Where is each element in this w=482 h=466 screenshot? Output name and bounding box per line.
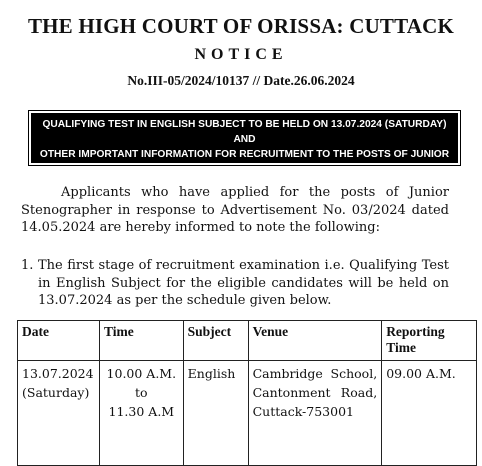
header-time: Time xyxy=(99,321,183,361)
item-text: The first stage of recruitment examination i.e. Qualifying Test in English Subject for the eligible candidates will be held on 13.07.2024 as per the schedule given below. xyxy=(38,258,449,308)
day-value: (Saturday) xyxy=(22,385,90,400)
header-reporting-time xyxy=(382,321,477,361)
time-start: 10.00 A.M. xyxy=(106,366,177,381)
header-reporting-line-2: Time xyxy=(386,340,416,355)
item-number: 1. xyxy=(21,258,34,273)
notice-reference: No.III-05/2024/10137 // Date.26.06.2024 xyxy=(127,73,355,88)
intro-paragraph: Applicants who have applied for the posts of Junior Stenographer in response to Advertisement No. 03/2024 dated 14.05.2024 are hereby informed to note the following: xyxy=(21,185,449,235)
schedule-table xyxy=(17,320,477,466)
venue-line-3: Cuttack-753001 xyxy=(252,404,354,419)
venue-line-1: Cambridge School, xyxy=(252,366,378,381)
date-value: 13.07.2024 xyxy=(22,366,94,381)
header-subject: Subject xyxy=(183,321,248,361)
header-date: Date xyxy=(18,321,100,361)
time-to: to xyxy=(135,385,148,400)
table-header-row xyxy=(18,321,477,361)
court-title: THE HIGH COURT OF ORISSA: CUTTACK xyxy=(27,14,455,38)
table-row xyxy=(18,361,477,466)
subject-banner xyxy=(31,113,458,175)
time-end: 11.30 A.M xyxy=(108,404,175,419)
cell-venue xyxy=(248,361,382,466)
cell-time xyxy=(99,361,183,466)
banner-line-2: OTHER IMPORTANT INFORMATION FOR RECRUITMENT TO THE POSTS OF JUNIOR xyxy=(39,149,450,160)
header-reporting-line-1: Reporting xyxy=(386,324,445,339)
venue-line-2: Cantonment Road, xyxy=(252,385,378,400)
cell-date xyxy=(18,361,100,466)
notice-heading: NOTICE xyxy=(194,46,288,63)
banner-line-3: STENOGRAPHER PURSUANT TO ADVERTISEMENT NO.03/2024 DATED 14.05.2024 xyxy=(44,164,445,175)
cell-subject: English xyxy=(183,361,248,466)
banner-line-1: QUALIFYING TEST IN ENGLISH SUBJECT TO BE HELD ON 13.07.2024 (SATURDAY) AND xyxy=(42,119,447,145)
cell-reporting-time: 09.00 A.M. xyxy=(382,361,477,466)
header-venue: Venue xyxy=(248,321,382,361)
